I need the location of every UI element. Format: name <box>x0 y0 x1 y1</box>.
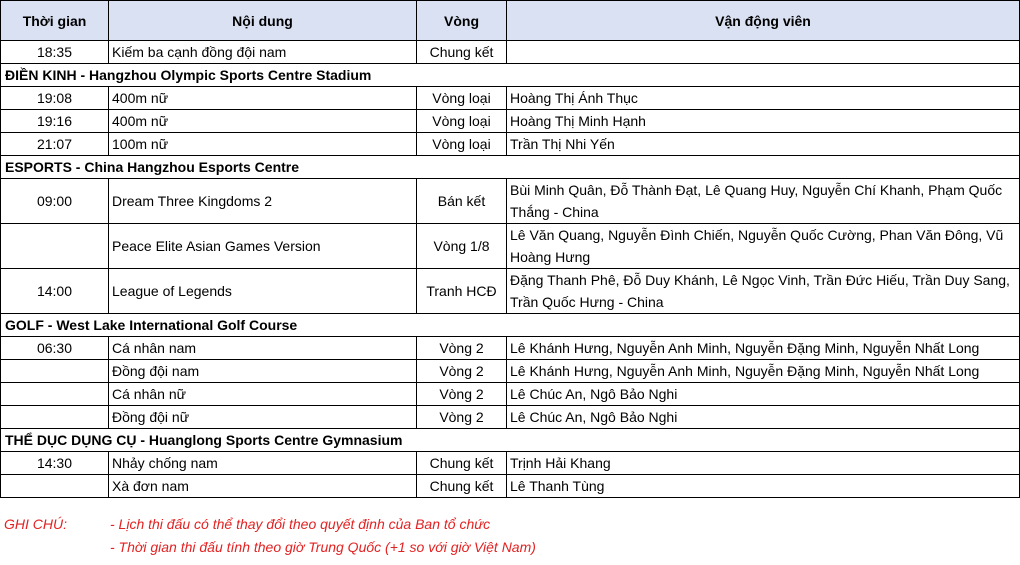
cell-round: Chung kết <box>417 475 507 498</box>
cell-athletes: Lê Chúc An, Ngô Bảo Nghi <box>507 406 1020 429</box>
cell-athletes: Trần Thị Nhi Yến <box>507 133 1020 156</box>
cell-round: Bán kết <box>417 179 507 224</box>
cell-content: Kiếm ba cạnh đồng đội nam <box>109 41 417 64</box>
section-title: ĐIỀN KINH - Hangzhou Olympic Sports Centre Stadium <box>1 64 1020 87</box>
cell-content: Nhảy chống nam <box>109 452 417 475</box>
cell-content: Cá nhân nam <box>109 337 417 360</box>
cell-time <box>1 360 109 383</box>
cell-time: 19:08 <box>1 87 109 110</box>
cell-round: Chung kết <box>417 41 507 64</box>
table-row <box>1 269 1020 314</box>
table-row <box>1 41 1020 64</box>
cell-time: 14:00 <box>1 269 109 314</box>
cell-round: Vòng loại <box>417 110 507 133</box>
section-row-golf <box>1 314 1020 337</box>
cell-round: Vòng loại <box>417 87 507 110</box>
cell-athletes: Lê Thanh Tùng <box>507 475 1020 498</box>
table-row <box>1 110 1020 133</box>
cell-time: 19:16 <box>1 110 109 133</box>
cell-round: Vòng loại <box>417 133 507 156</box>
note-line-2: - Thời gian thi đấu tính theo giờ Trung Quốc (+1 so với giờ Việt Nam) <box>110 539 536 555</box>
cell-content: Đồng đội nữ <box>109 406 417 429</box>
cell-content: Xà đơn nam <box>109 475 417 498</box>
section-title: GOLF - West Lake International Golf Course <box>1 314 1020 337</box>
cell-time <box>1 383 109 406</box>
cell-content: 400m nữ <box>109 110 417 133</box>
section-row-esports <box>1 156 1020 179</box>
section-row-gymnastics <box>1 429 1020 452</box>
cell-time <box>1 406 109 429</box>
cell-athletes: Bùi Minh Quân, Đỗ Thành Đạt, Lê Quang Huy, Nguyễn Chí Khanh, Phạm Quốc Thắng - China <box>507 179 1020 224</box>
cell-content: 100m nữ <box>109 133 417 156</box>
cell-round: Vòng 2 <box>417 337 507 360</box>
cell-athletes <box>507 41 1020 64</box>
cell-round: Vòng 1/8 <box>417 224 507 269</box>
header-round: Vòng <box>417 1 507 41</box>
cell-content: 400m nữ <box>109 87 417 110</box>
header-athletes: Vận động viên <box>507 1 1020 41</box>
section-title: THỂ DỤC DỤNG CỤ - Huanglong Sports Centre Gymnasium <box>1 429 1020 452</box>
cell-time: 18:35 <box>1 41 109 64</box>
cell-content: Peace Elite Asian Games Version <box>109 224 417 269</box>
cell-athletes: Lê Văn Quang, Nguyễn Đình Chiến, Nguyễn Quốc Cường, Phan Văn Đông, Vũ Hoàng Hưng <box>507 224 1020 269</box>
cell-round: Chung kết <box>417 452 507 475</box>
header-time: Thời gian <box>1 1 109 41</box>
table-row <box>1 337 1020 360</box>
header-row <box>1 1 1020 41</box>
cell-athletes: Lê Khánh Hưng, Nguyễn Anh Minh, Nguyễn Đặng Minh, Nguyễn Nhất Long <box>507 360 1020 383</box>
cell-athletes: Hoàng Thị Ánh Thục <box>507 87 1020 110</box>
cell-content: Dream Three Kingdoms 2 <box>109 179 417 224</box>
note-line-1: - Lịch thi đấu có thể thay đổi theo quyết định của Ban tổ chức <box>110 516 491 532</box>
table-row <box>1 224 1020 269</box>
cell-time: 21:07 <box>1 133 109 156</box>
table-row <box>1 133 1020 156</box>
cell-round: Vòng 2 <box>417 406 507 429</box>
cell-content: Cá nhân nữ <box>109 383 417 406</box>
notes-label: GHI CHÚ: <box>4 516 67 532</box>
cell-athletes: Lê Chúc An, Ngô Bảo Nghi <box>507 383 1020 406</box>
cell-athletes: Đặng Thanh Phê, Đỗ Duy Khánh, Lê Ngọc Vinh, Trần Đức Hiếu, Trần Duy Sang, Trần Quốc Hưng - China <box>507 269 1020 314</box>
cell-round: Vòng 2 <box>417 383 507 406</box>
cell-athletes: Lê Khánh Hưng, Nguyễn Anh Minh, Nguyễn Đặng Minh, Nguyễn Nhất Long <box>507 337 1020 360</box>
cell-athletes: Hoàng Thị Minh Hạnh <box>507 110 1020 133</box>
cell-time: 14:30 <box>1 452 109 475</box>
table-row <box>1 452 1020 475</box>
table-row <box>1 87 1020 110</box>
cell-time: 09:00 <box>1 179 109 224</box>
cell-content: League of Legends <box>109 269 417 314</box>
cell-round: Vòng 2 <box>417 360 507 383</box>
table-row <box>1 383 1020 406</box>
table-row <box>1 360 1020 383</box>
section-title: ESPORTS - China Hangzhou Esports Centre <box>1 156 1020 179</box>
table-row <box>1 475 1020 498</box>
section-row-athletics <box>1 64 1020 87</box>
table-row <box>1 406 1020 429</box>
cell-athletes: Trịnh Hải Khang <box>507 452 1020 475</box>
cell-time: 06:30 <box>1 337 109 360</box>
cell-content: Đồng đội nam <box>109 360 417 383</box>
header-content: Nội dung <box>109 1 417 41</box>
cell-time <box>1 475 109 498</box>
cell-round: Tranh HCĐ <box>417 269 507 314</box>
cell-time <box>1 224 109 269</box>
table-row <box>1 179 1020 224</box>
